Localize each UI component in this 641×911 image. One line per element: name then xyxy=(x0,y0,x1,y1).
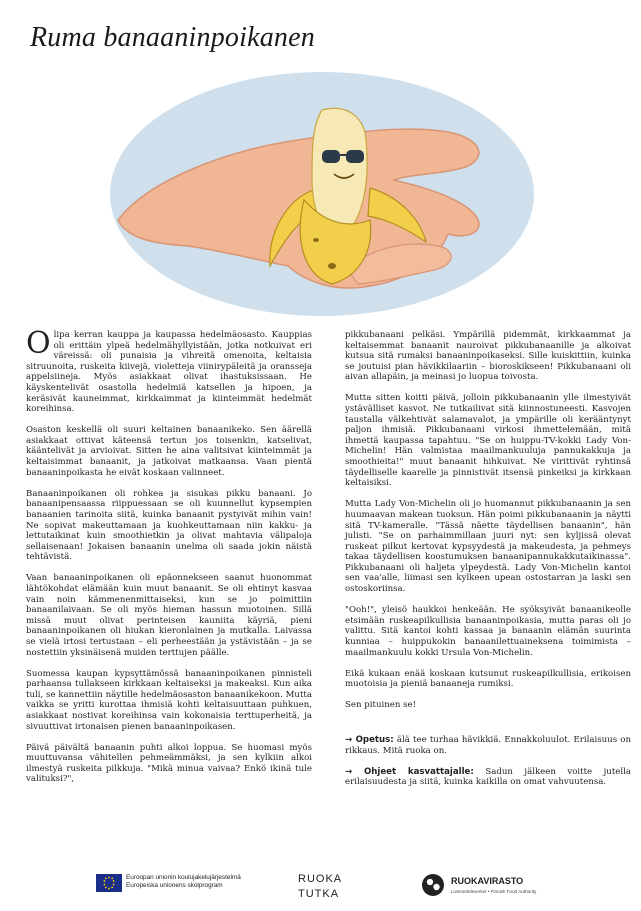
banana-spot xyxy=(328,263,336,269)
story-paragraph: pikkubanaani pelkäsi. Ympärillä pidemmät, kirkkaammat ja keltaisemmat banaanit nauroivat pikkubanaanille ja alkoivat kutsua sitä rumaksi banaaninpoikaseksi. Sille kuiskittiin, kuinka se joutuisi pian hävikkilaariin – bioroskikseen! Pikkubanaani oli aivan allapäin, ja meinasi jo luopua toivosta. xyxy=(345,330,631,383)
ruokatutka-top: RUOKA xyxy=(298,873,343,885)
ruokavirasto-logo xyxy=(421,872,581,898)
eu-flag-icon xyxy=(96,874,122,892)
footer xyxy=(0,870,641,900)
story-paragraph: Osaston keskellä oli suuri keltainen banaanikeko. Sen äärellä asiakkaat ottivat käteensä tertun jos toisenkin, katselivat, kääntelivät ja arvioivat. Sitten he aina valitsivat kiinteimmät ja keltaisimmat banaanit, ja jatkoivat matkaansa. Vaan pientä banaaninpoikasta he eivät koskaan valinneet. xyxy=(26,425,312,478)
drop-cap: O xyxy=(26,326,51,361)
story-paragraph: Mutta sitten koitti päivä, jolloin pikkubanaanin ylle ilmestyivät ystävälliset kasvot. Ne tutkailivat sitä kiinnostuneesti. Kasvojen taustalla välkehtivät salamavalot, ja ympärille oli kerääntynyt paljon ihmisiä. Pikkubanaani virkosi ihmettelemään, mitä ihmettä kaupassa tapahtuu. "Se on huippu-TV-kokki Lady Von-Michelin! Hän valmistaa maailmankuuluja pannukakkuja ja smoothieita!" muut banaanit hihkuivat. Ne virittivät ryhtinsä täydelliselle kaarelle ja pinnistivät itsensä pinkeiksi ja kirkkaan keltaisiksi. xyxy=(345,393,631,489)
ruokavirasto-subtitle: Livsmedelsverket • Finnish Food Authority xyxy=(451,889,537,894)
story-paragraph: Sen pituinen se! xyxy=(345,700,417,711)
ruokatutka-bottom: TUTKA xyxy=(298,888,340,900)
banana-spot xyxy=(313,238,319,242)
story-paragraph: Eikä kukaan enää koskaan kutsunut ruskeapilkullisia, erikoisen muotoisia ja pieniä banaaneja rumiksi. xyxy=(345,668,631,690)
lesson-educator-instructions: → Ohjeet kasvattajalle: Sadun jälkeen voitte jutella erilaisuudesta ja siitä, kuinka kaikilla on omat vahvuutensa. xyxy=(345,766,631,788)
lesson-moral: → Opetus: älä tee turhaa hävikkiä. Ennakkoluulot. Erilaisuus on rikkaus. Mitä ruoka on. xyxy=(345,734,631,756)
ruokavirasto-name: RUOKAVIRASTO xyxy=(451,876,524,886)
banana-illustration xyxy=(108,70,536,320)
story-paragraph: Suomessa kaupan kypsyttämössä banaaninpoikanen pinnisteli parhaansa tullakseen kirkkaan keltaiseksi ja makeaksi. Kun aika tuli, se kannettiin näytille hedelmäosaston banaanikekoon. Mutta vaikka se yritti kurottaa ihmisiä kohti keltaisuuttaan puhkuen, asiakkaat nostivat koreihinsa vain kokonaisia terttuperheitä, ja sivuuttivat irtonaisen pienen banaaninpoikasen. xyxy=(26,668,312,732)
eu-scheme-text: Euroopan unionin koulujakelujärjestelmä Europeiska unionens skolprogram xyxy=(126,874,241,889)
story-left-column xyxy=(26,326,312,796)
story-paragraph: Päivä päivältä banaanin puhti alkoi loppua. Se huomasi myös muuttuvansa vähitellen pehmeämmäksi, ja sen kylkiin alkoi ilmestyä ruskeita pilkkuja. "Mikä minua vaivaa? Enkö ikinä tule valituksi?", xyxy=(26,742,312,785)
story-paragraph: Olipa kerran kauppa ja kaupassa hedelmäosasto. Kauppias oli erittäin ylpeä hedelmähyllyistään, jotka notkuivat eri väreissä: oli punaisia ja vihreitä omenoita, keltaisia sitruunoita, ruskeita kiivejä, violetteja viinirypäleitä ja oransseja appelsiineja. Myös asiakkaat olivat ihastuksissaan. He käyskentelivät osastolla hedelmiä katsellen ja hipoen, ja keräsivät kauneimmat, kirkkaimmat ja kiinteimmät hedelmät koreihinsa. xyxy=(26,326,312,415)
story-paragraph: "Ooh!", yleisö haukkoi henkeään. He syöksyivät banaanikeolle etsimään ruskeapilkullisia banaaninpoikasia, mutta paras oli jo valittu. Sitä kantoi kohti kassaa ja banaanin elämän suurinta kunniaa – huippukokin banaanilettuaineksena toimimista – maailmankuulu kokki Ursula Von-Michelin. xyxy=(345,605,631,658)
story-paragraph: Banaaninpoikanen oli rohkea ja sisukas pikku banaani. Jo banaanipensaassa riippuessaan se oli kuunnellut kypsempien banaanien tarinoita siitä, kuinka banaanit pystyivät mihin vain! Ne sopivat makeuttamaan ja kuohkeuttamaan niin kakku- ja lettutaikinat kuin smoothietkin ja olivat mahtavia välipaloja sellaisenaan! Jokaisen banaanin unelma oli saada jokin näistä tehtävistä. xyxy=(26,488,312,563)
story-paragraph: Vaan banaaninpoikanen oli epäonnekseen saanut huonommat lähtökohdat elämään kuin muut banaanit. Se oli ehtinyt kasvaa vain noin kämmenenmittaiseksi, kun se jo poimittiin banaanilaivaan. Se oli myös hieman hassun muotoinen. Sillä missä muut olivat perinteisen kauniita käyriä, pieni banaaninpoikanen oli hiukan kieronlainen ja mutkalla. Laivassa se vielä irtosi tertustaan – eli perheestään ja ystävistään – ja se nostettiin yksinäisenä muiden terttujen päälle. xyxy=(26,573,312,658)
ruokavirasto-emblem-icon xyxy=(422,874,444,896)
story-right-column xyxy=(345,330,631,798)
ruokatutka-logo xyxy=(294,870,350,900)
story-title: Ruma banaaninpoikanen xyxy=(30,22,315,53)
story-paragraph: Mutta Lady Von-Michelin oli jo huomannut pikkubanaanin ja sen huumaavan makean tuoksun. Hän poimi pikkubanaanin ja näytti sitä TV-kameralle. "Tässä näette täydellisen banaanin", hän julisti. "Se on parhaimmillaan juuri nyt: sen kyljissä olevat ruskeat pilkut kertovat kypsyydestä ja makeudesta, ja pehmeys takaa täydellisen koostumuksen banaanipannukakkutaikinassa". Pikkubanaani oli haljeta ylpeydestä. Lady Von-Michelin kantoi sen vaa'alle, liimasi sen kylkeen upean ostostarran ja laski sen ostoskoriinsa. xyxy=(345,499,631,595)
